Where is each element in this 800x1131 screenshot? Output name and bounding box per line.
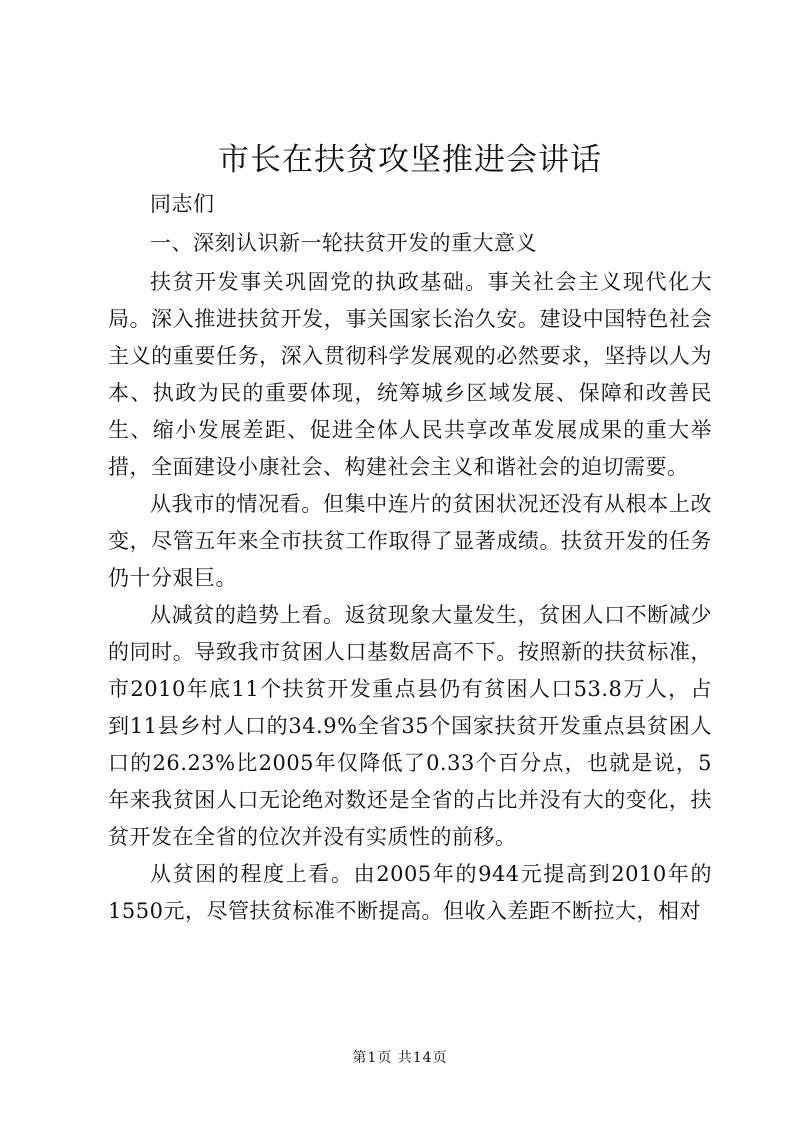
body-paragraph: 从贫困的程度上看。由2005年的944元提高到2010年的1550元，尽管扶贫标准不断提高。但收入差距不断拉大，相对	[108, 862, 712, 923]
page-footer: 第1页 共14页	[352, 1050, 448, 1066]
document-page	[108, 138, 712, 930]
salutation: 同志们	[150, 192, 215, 216]
body-paragraph: 扶贫开发事关巩固党的执政基础。事关社会主义现代化大局。深入推进扶贫开发，事关国家长治久安。建设中国特色社会主义的重要任务，深入贯彻科学发展观的必然要求，坚持以人为本、执政为民的重要体现，统筹城乡区域发展、保障和改善民生、缩小发展差距、促进全体人民共享改革发展成果的重大举措，全面建设小康社会、构建社会主义和谐社会的迫切需要。	[108, 270, 712, 479]
body-paragraph: 从减贫的趋势上看。返贫现象大量发生，贫困人口不断减少的同时。导致我市贫困人口基数居高不下。按照新的扶贫标准，市2010年底11个扶贫开发重点县仍有贫困人口53.8万人，占到11县乡村人口的34.9%全省35个国家扶贫开发重点县贫困人口的26.23%比2005年仅降低了0.33个百分点，也就是说，5年来我贫困人口无论绝对数还是全省的占比并没有大的变化，扶贫开发在全省的位次并没有实质性的前移。	[108, 603, 712, 849]
body-paragraph: 从我市的情况看。但集中连片的贫困状况还没有从根本上改变，尽管五年来全市扶贫工作取得了显著成绩。扶贫开发的任务仍十分艰巨。	[108, 492, 712, 590]
section-heading: 一、深刻认识新一轮扶贫开发的重大意义	[150, 231, 537, 255]
document-title: 市长在扶贫攻坚推进会讲话	[218, 142, 602, 178]
